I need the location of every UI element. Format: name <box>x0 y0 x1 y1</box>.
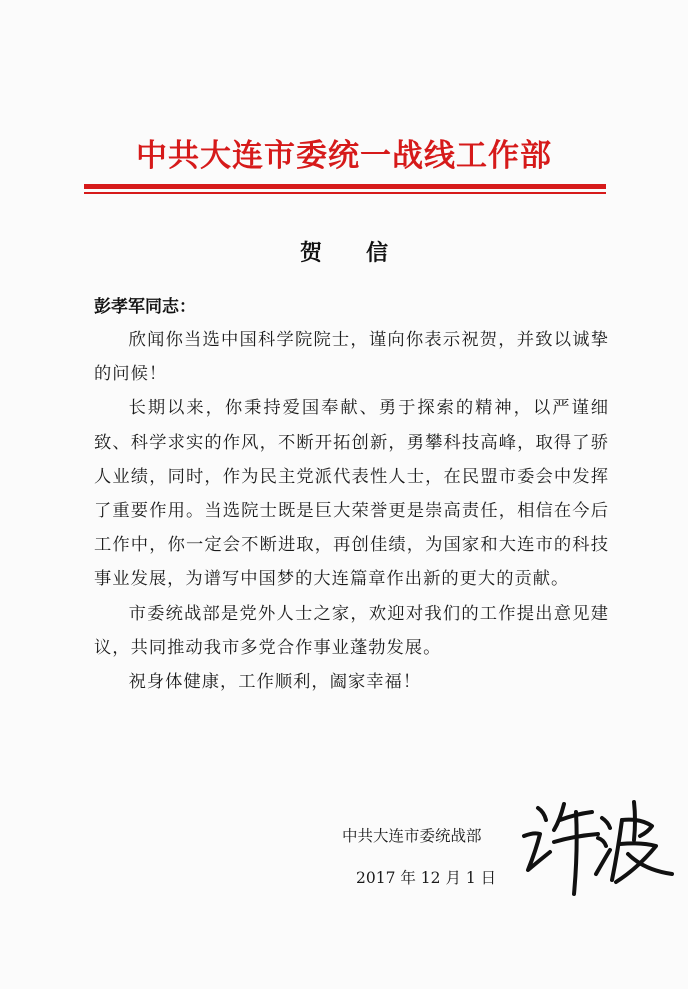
letter-body <box>94 323 609 699</box>
letterhead-rule-thin <box>84 192 606 194</box>
paragraph: 市委统战部是党外人士之家，欢迎对我们的工作提出意见建议，共同推动我市多党合作事业蓬勃发展。 <box>94 603 609 658</box>
paragraph: 祝身体健康，工作顺利，阖家幸福！ <box>128 672 422 693</box>
paragraph: 长期以来，你秉持爱国奉献、勇于探索的精神，以严谨细致、科学求实的作风，不断开拓创新，勇攀科技高峰，取得了骄人业绩，同时，作为民主党派代表性人士，在民盟市委会中发挥了重要作用。当选院士既是巨大荣誉更是崇高责任，相信在今后工作中，你一定会不断进取，再创佳绩，为国家和大连市的科技事业发展，为谱写中国梦的大连篇章作出新的更大的贡献。 <box>94 398 609 590</box>
handwritten-signature <box>510 790 680 900</box>
letterhead-title: 中共大连市委统一战线工作部 <box>136 138 552 174</box>
signing-organization: 中共大连市委统战部 <box>342 827 482 845</box>
letterhead-rule-thick <box>84 184 606 189</box>
document-title: 贺信 <box>299 241 432 266</box>
paragraph: 欣闻你当选中国科学院院士，谨向你表示祝贺，并致以诚挚的问候！ <box>94 330 609 385</box>
signing-date: 2017 年 12 月 1 日 <box>356 869 497 887</box>
salutation: 彭孝军同志： <box>94 297 196 317</box>
